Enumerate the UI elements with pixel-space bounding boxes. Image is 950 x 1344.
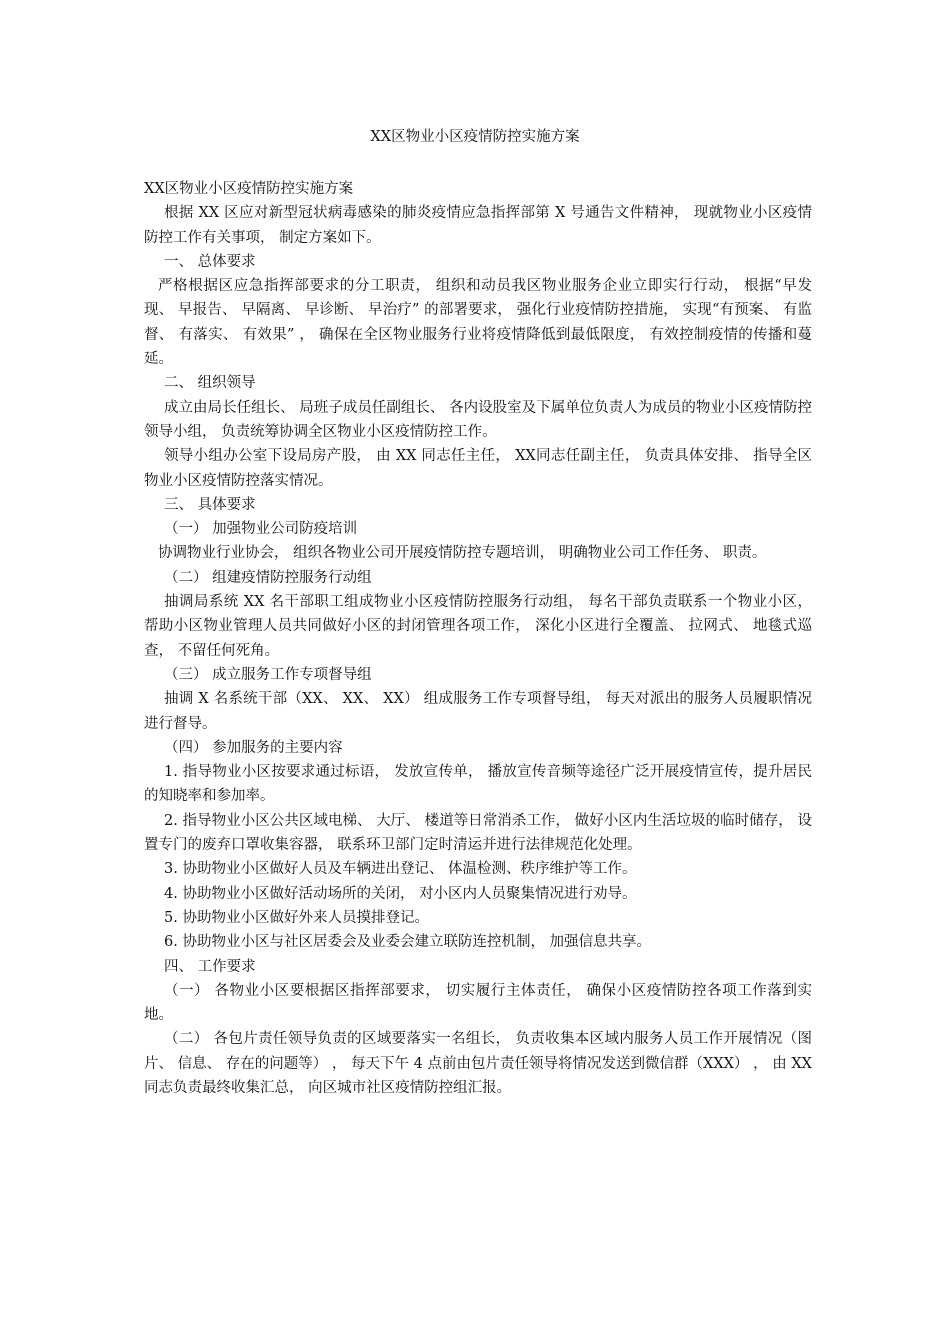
list-item-5: 5. 协助物业小区做好外来人员摸排登记。 <box>164 909 429 926</box>
work-requirements-paragraph-1: （一） 各物业小区要根据区指挥部要求， 切实履行主体责任， 确保小区疫情防控各项工作落到实地。 <box>144 982 812 1024</box>
section-heading-specific-requirements: 三、 具体要求 <box>164 496 256 513</box>
subheading-training: （一） 加强物业公司防疫培训 <box>164 521 358 538</box>
subheading-action-group: （二） 组建疫情防控服务行动组 <box>164 569 372 586</box>
list-item-2: 2. 指导物业小区公共区域电梯、 大厅、 楼道等日常消杀工作， 做好小区内生活垃圾的临时储存， 设置专门的废弃口罩收集容器， 联系环卫部门定时清运并进行法律规范化处理。 <box>144 812 812 854</box>
list-item-6: 6. 协助物业小区与社区居委会及业委会建立联防连控机制， 加强信息共享。 <box>164 934 652 951</box>
section-heading-organization: 二、 组织领导 <box>164 375 256 392</box>
action-group-paragraph: 抽调局系统 XX 名干部职工组成物业小区疫情防控服务行动组， 每名干部负责联系一个物业小区， 帮助小区物业管理人员共同做好小区的封闭管理各项工作， 深化小区进行全覆盖、 拉网式、 地毯式巡查， 不留任何死角。 <box>144 594 812 659</box>
subheading-service-content: （四） 参加服务的主要内容 <box>164 739 343 756</box>
document-title: XX区物业小区疫情防控实施方案 <box>370 129 580 145</box>
list-item-4: 4. 协助物业小区做好活动场所的关闭， 对小区内人员聚集情况进行劝导。 <box>164 885 637 902</box>
subheading-supervision-group: （三） 成立服务工作专项督导组 <box>164 666 372 683</box>
subtitle: XX区物业小区疫情防控实施方案 <box>144 181 354 197</box>
general-requirements-paragraph: 严格根据区应急指挥部要求的分工职责， 组织和动员我区物业服务企业立即实行行动， 根据“早发现、 早报告、 早隔离、 早诊断、 早治疗” 的部署要求， 强化行业疫情防控措施， 实现“有预案、 有监督、 有落实、 有效果” ， 确保在全区物业服务行业将疫情降低到最低限度， 有效控制疫情的传播和蔓延。 <box>144 278 812 368</box>
supervision-group-paragraph: 抽调 X 名系统干部（XX、 XX、 XX） 组成服务工作专项督导组， 每天对派出的服务人员履职情况进行督导。 <box>144 691 812 732</box>
training-paragraph: 协调物业行业协会， 组织各物业公司开展疫情防控专题培训， 明确物业公司工作任务、 职责。 <box>158 545 767 562</box>
list-item-1: 1. 指导物业小区按要求通过标语， 发放宣传单， 播放宣传音频等途径广泛开展疫情宣传，提升居民的知晓率和参加率。 <box>144 764 812 805</box>
section-heading-general-requirements: 一、 总体要求 <box>164 253 256 270</box>
organization-paragraph-1: 成立由局长任组长、 局班子成员任副组长、 各内设股室及下属单位负责人为成员的物业小区疫情防控领导小组， 负责统筹协调全区物业小区疫情防控工作。 <box>144 399 812 440</box>
document-body <box>144 177 812 1100</box>
list-item-3: 3. 协助物业小区做好人员及车辆进出登记、 体温检测、秩序维护等工作。 <box>164 861 637 878</box>
section-heading-work-requirements: 四、 工作要求 <box>164 958 256 975</box>
organization-paragraph-2: 领导小组办公室下设局房产股， 由 XX 同志任主任， XX同志任副主任， 负责具体安排、 指导全区物业小区疫情防控落实情况。 <box>144 448 812 489</box>
intro-paragraph: 根据 XX 区应对新型冠状病毒感染的肺炎疫情应急指挥部第 X 号通告文件精神， 现就物业小区疫情防控工作有关事项， 制定方案如下。 <box>144 205 812 246</box>
work-requirements-paragraph-2: （二） 各包片责任领导负责的区域要落实一名组长， 负责收集本区域内服务人员工作开展情况（图片、 信息、 存在的问题等） ， 每天下午 4 点前由包片责任领导将情况发送到微信群（XXX） ， 由 XX 同志负责最终收集汇总， 向区城市社区疫情防控组汇报。 <box>144 1031 812 1096</box>
